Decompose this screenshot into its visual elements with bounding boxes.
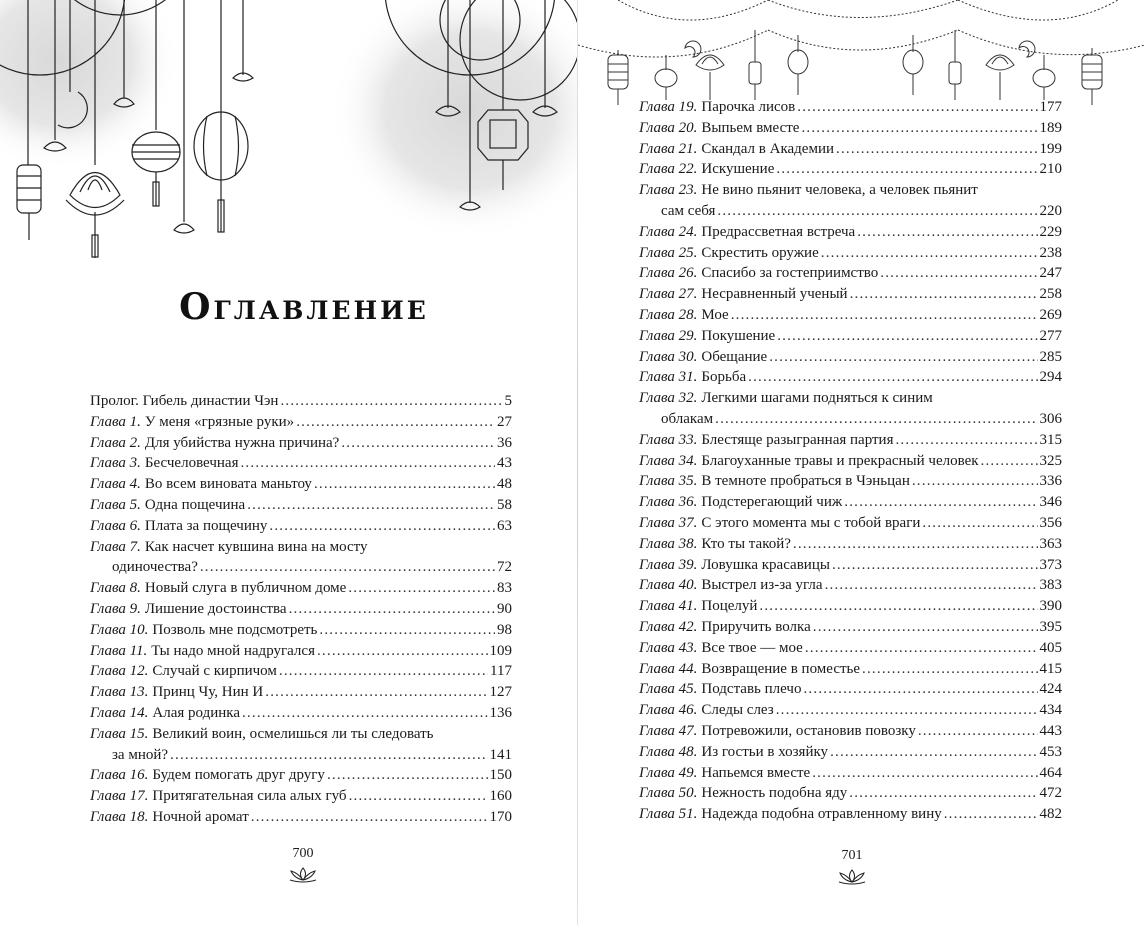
chapter-title: Ночной аромат: [152, 808, 249, 825]
chapter-title: Ловушка красавицы: [701, 556, 830, 573]
chapter-title: Предрассветная встреча: [701, 223, 856, 240]
dot-leader: [944, 804, 1038, 825]
toc-entry: [90, 641, 512, 662]
cylinder-lantern: [1082, 55, 1102, 105]
chapter-page-number: 170: [489, 808, 512, 825]
toc-entry: [639, 347, 1062, 368]
chapter-title: С этого момента мы с тобой враги: [701, 514, 921, 531]
dot-leader: [200, 557, 495, 578]
chapter-title: Нежность подобна яду: [701, 785, 848, 802]
chapter-label: Глава 51.: [639, 806, 698, 823]
chapter-page-number: 325: [1039, 452, 1062, 469]
chapter-title-continued: за мной?: [112, 746, 169, 763]
chapter-label: Глава 6.: [90, 517, 141, 534]
chapter-title: Выпьем вместе: [701, 119, 800, 136]
dot-leader: [349, 786, 488, 807]
chapter-label: Глава 50.: [639, 785, 698, 802]
dot-leader: [717, 201, 1037, 222]
chapter-page-number: 36: [497, 434, 512, 451]
toc-entry: [639, 305, 1062, 326]
dot-leader: [319, 620, 495, 641]
chapter-label: Глава 35.: [639, 473, 698, 490]
chapter-page-number: 395: [1039, 618, 1062, 635]
lotus-lantern: [696, 55, 724, 100]
chapter-page-number: 415: [1039, 660, 1062, 677]
toc-entry: [639, 222, 1062, 243]
chapter-label: Глава 5.: [90, 496, 141, 513]
dot-leader: [314, 474, 495, 495]
chapter-page-number: 5: [504, 393, 512, 409]
chapter-page-number: 58: [497, 496, 512, 513]
toc-entry: [639, 596, 1062, 617]
dot-leader: [912, 471, 1038, 492]
chapter-title: Ты надо мной надругался: [151, 642, 315, 659]
dot-leader: [777, 326, 1037, 347]
chapter-title: Блестяще разыгранная партия: [701, 431, 894, 448]
toc-entry: [90, 537, 512, 579]
dot-leader: [857, 222, 1037, 243]
dot-leader: [981, 451, 1038, 472]
chapter-label: Глава 17.: [90, 788, 149, 805]
chapter-label: Глава 3.: [90, 455, 141, 472]
chapter-label: Глава 29.: [639, 327, 698, 344]
round-lantern: [655, 69, 677, 100]
toc-entry: [639, 243, 1062, 264]
round-lantern: [132, 132, 180, 206]
chapter-label: Глава 42.: [639, 618, 698, 635]
toc-entry: [639, 263, 1062, 284]
dot-leader: [805, 638, 1038, 659]
chapter-title: Лишение достоинства: [144, 600, 287, 617]
chapter-label: Глава 16.: [90, 767, 149, 784]
dot-leader: [327, 765, 488, 786]
chapter-label: Глава 45.: [639, 681, 698, 698]
toc-entry: [90, 453, 512, 474]
toc-entry: [639, 367, 1062, 388]
dot-leader: [296, 412, 495, 433]
table-of-contents-left: [90, 391, 512, 828]
round-lantern: [1033, 69, 1055, 100]
page-title: Оглавление: [179, 286, 429, 328]
round-lantern: [788, 50, 808, 95]
chapter-page-number: 199: [1039, 140, 1062, 157]
toc-entry: [90, 516, 512, 537]
chapter-label: Глава 48.: [639, 743, 698, 760]
chapter-title: У меня «грязные руки»: [144, 413, 295, 430]
toc-entry: [639, 783, 1062, 804]
chapter-title: Для убийства нужна причина?: [144, 434, 340, 451]
chapter-label: Глава 15.: [90, 725, 149, 742]
chapter-label: Глава 41.: [639, 598, 698, 615]
chapter-title: Одна пощечина: [144, 496, 246, 513]
chapter-title: Скандал в Академии: [701, 140, 835, 157]
dot-leader: [801, 118, 1037, 139]
dot-leader: [776, 159, 1037, 180]
dot-leader: [247, 495, 495, 516]
chapter-label: Глава 37.: [639, 514, 698, 531]
chapter-label: Глава 44.: [639, 660, 698, 677]
toc-entry: [639, 118, 1062, 139]
chapter-title: Следы слез: [701, 702, 774, 719]
chapter-title: Великий воин, осмелишься ли ты следовать: [152, 725, 434, 742]
chapter-label: Глава 25.: [639, 244, 698, 261]
chapter-title: Подставь плечо: [701, 681, 802, 698]
chapter-label: Глава 4.: [90, 476, 141, 493]
chapter-label: Глава 46.: [639, 702, 698, 719]
toc-entry: [639, 284, 1062, 305]
chapter-title: Парочка лисов: [701, 99, 796, 115]
chapter-label: Глава 11.: [90, 642, 148, 659]
dot-leader: [731, 305, 1038, 326]
toc-entry: [90, 661, 512, 682]
chapter-page-number: 247: [1039, 265, 1062, 282]
chapter-title: Новый слуга в публичном доме: [144, 580, 347, 597]
chapter-page-number: 43: [497, 455, 512, 472]
toc-entry: [639, 388, 1062, 430]
chapter-page-number: 238: [1039, 244, 1062, 261]
toc-entry: [639, 617, 1062, 638]
chapter-page-number: 27: [497, 413, 512, 430]
chapter-title: Искушение: [701, 161, 775, 178]
chapter-page-number: 453: [1039, 743, 1062, 760]
toc-entry: [639, 97, 1062, 118]
toc-entry: [639, 575, 1062, 596]
chapter-title: В темноте пробраться в Чэньцан: [701, 473, 910, 490]
chapter-title: Напьемся вместе: [701, 764, 811, 781]
chapter-page-number: 72: [497, 559, 512, 576]
chapter-title: Притягательная сила алых губ: [152, 788, 347, 805]
chapter-page-number: 258: [1039, 286, 1062, 303]
large-lantern: [194, 112, 248, 232]
cylinder-lantern: [17, 165, 41, 240]
chapter-label: Глава 33.: [639, 431, 698, 448]
toc-entry: [90, 474, 512, 495]
dot-leader: [850, 284, 1038, 305]
chapter-title-continued: одиночества?: [112, 559, 198, 576]
chapter-title: Будем помогать друг другу: [152, 767, 325, 784]
chapter-label: Глава 32.: [639, 390, 698, 407]
chapter-title: Не вино пьянит человека, а человек пьянит: [701, 182, 978, 199]
chapter-title: Случай с кирпичом: [152, 663, 277, 680]
chapter-label: Глава 24.: [639, 223, 698, 240]
chapter-label: Глава 34.: [639, 452, 698, 469]
chapter-page-number: 285: [1039, 348, 1062, 365]
dot-leader: [918, 721, 1038, 742]
chapter-label: Глава 18.: [90, 808, 149, 825]
dot-leader: [715, 409, 1037, 430]
toc-entry: [90, 433, 512, 454]
chapter-label: Глава 23.: [639, 182, 698, 199]
chapter-label: Глава 8.: [90, 580, 141, 597]
chapter-title: Потревожили, остановив повозку: [701, 722, 916, 739]
chapter-title: Алая родинка: [152, 704, 240, 721]
page-number-right: [822, 848, 882, 891]
chapter-page-number: 363: [1039, 535, 1062, 552]
chapter-page-number: 150: [489, 767, 512, 784]
dot-leader: [821, 243, 1038, 264]
lotus-lantern: [986, 55, 1014, 100]
chapter-page-number: 63: [497, 517, 512, 534]
toc-entry: [639, 451, 1062, 472]
round-lantern: [903, 50, 923, 95]
chapter-title: Позволь мне подсмотреть: [152, 621, 318, 638]
dot-leader: [880, 263, 1037, 284]
dot-leader: [832, 555, 1038, 576]
chapter-page-number: 48: [497, 476, 512, 493]
chapter-title-continued: облакам: [661, 410, 714, 427]
chapter-label: Глава 30.: [639, 348, 698, 365]
chapter-label: Глава 28.: [639, 306, 698, 323]
dot-leader: [849, 783, 1037, 804]
chapter-label: Глава 49.: [639, 764, 698, 781]
toc-entry: [90, 765, 512, 786]
page-number-left: [273, 846, 333, 889]
chapter-page-number: 90: [497, 600, 512, 617]
chapter-page-number: 390: [1039, 598, 1062, 615]
toc-entry: [639, 721, 1062, 742]
toc-entry: [639, 555, 1062, 576]
dot-leader: [341, 433, 495, 454]
chapter-label: Глава 26.: [639, 265, 698, 282]
chapter-page-number: 472: [1039, 785, 1062, 802]
page-number-text: 700: [292, 846, 314, 861]
dot-leader: [895, 430, 1037, 451]
toc-entry: [639, 139, 1062, 160]
chapter-page-number: 220: [1039, 202, 1062, 219]
toc-entry: [639, 326, 1062, 347]
toc-entry: [90, 807, 512, 828]
chapter-page-number: 346: [1039, 494, 1062, 511]
chapter-page-number: 443: [1039, 722, 1062, 739]
dot-leader: [240, 453, 495, 474]
chapter-label: Глава 47.: [639, 722, 698, 739]
chapter-page-number: 141: [489, 746, 512, 763]
chapter-title: Принц Чу, Нин И: [152, 684, 264, 701]
chapter-page-number: 434: [1039, 702, 1062, 719]
chapter-label: Глава 31.: [639, 369, 698, 386]
cylinder-lantern: [608, 55, 628, 105]
toc-entry: [639, 679, 1062, 700]
chapter-title: Скрестить оружие: [701, 244, 819, 261]
dot-leader: [836, 139, 1037, 160]
chapter-title: Надежда подобна отравленному вину: [701, 806, 942, 823]
chapter-label: Глава 13.: [90, 684, 149, 701]
page-number-text: 701: [841, 848, 863, 863]
dot-leader: [844, 492, 1037, 513]
chapter-page-number: 109: [489, 642, 512, 659]
table-of-contents-right: [639, 97, 1062, 825]
chapter-page-number: 482: [1039, 806, 1062, 823]
lotus-ornament-icon: [288, 866, 318, 884]
chapter-label: Глава 10.: [90, 621, 149, 638]
chapter-page-number: 136: [489, 704, 512, 721]
toc-entry: [639, 513, 1062, 534]
chapter-label: Глава 19.: [639, 99, 698, 115]
toc-entry: [639, 742, 1062, 763]
dot-leader: [825, 575, 1038, 596]
chapter-page-number: 336: [1039, 473, 1062, 490]
toc-entry: [639, 471, 1062, 492]
chapter-label: Глава 2.: [90, 434, 141, 451]
dot-leader: [289, 599, 495, 620]
chapter-page-number: 373: [1039, 556, 1062, 573]
dot-leader: [242, 703, 488, 724]
chapter-title: Кто ты такой?: [701, 535, 791, 552]
chapter-label: Глава 40.: [639, 577, 698, 594]
chapter-label: Глава 36.: [639, 494, 698, 511]
chapter-label: Глава 1.: [90, 413, 141, 430]
dot-leader: [793, 534, 1038, 555]
lotus-lantern: [66, 173, 124, 259]
chapter-page-number: 464: [1039, 764, 1062, 781]
dot-leader: [797, 97, 1037, 118]
dot-leader: [830, 742, 1037, 763]
chapter-page-number: 383: [1039, 577, 1062, 594]
dot-leader: [759, 596, 1037, 617]
chapter-title-continued: сам себя: [661, 202, 716, 219]
chapter-title: Как насчет кувшина вина на мосту: [144, 538, 368, 555]
chapter-page-number: 269: [1039, 306, 1062, 323]
toc-entry: [639, 534, 1062, 555]
chapter-label: Глава 7.: [90, 538, 141, 555]
chapter-title: Мое: [701, 306, 729, 323]
dot-leader: [776, 700, 1038, 721]
chapter-page-number: 294: [1039, 369, 1062, 386]
chapter-page-number: 229: [1039, 223, 1062, 240]
chapter-title: Во всем виновата маньтоу: [144, 476, 312, 493]
crescent-moon: [1019, 41, 1035, 57]
dot-leader: [803, 679, 1037, 700]
chapter-title: Обещание: [701, 348, 768, 365]
chapter-title: Из гостьи в хозяйку: [701, 743, 829, 760]
chapter-page-number: 83: [497, 580, 512, 597]
dot-leader: [922, 513, 1037, 534]
toc-entry: [639, 430, 1062, 451]
toc-entry: [639, 763, 1062, 784]
chapter-title: Плата за пощечину: [144, 517, 268, 534]
chapter-title: Возвращение в поместье: [701, 660, 861, 677]
toc-entry: [639, 700, 1062, 721]
chapter-page-number: 189: [1039, 119, 1062, 136]
chapter-title: Покушение: [701, 327, 776, 344]
toc-entry: [90, 495, 512, 516]
toc-entry: [90, 724, 512, 766]
dot-leader: [265, 682, 487, 703]
chapter-page-number: 177: [1039, 99, 1062, 115]
dot-leader: [748, 367, 1037, 388]
dot-leader: [812, 763, 1037, 784]
chapter-title: Приручить волка: [701, 618, 811, 635]
chapter-label: Глава 20.: [639, 119, 698, 136]
chapter-page-number: 405: [1039, 639, 1062, 656]
dot-leader: [279, 661, 488, 682]
lotus-ornament-icon: [837, 868, 867, 886]
chapter-page-number: 306: [1039, 410, 1062, 427]
chapter-title: Бесчеловечная: [144, 455, 239, 472]
chapter-title: Все твое — мое: [701, 639, 803, 656]
chapter-title: Несравненный ученый: [701, 286, 848, 303]
toc-entry: [639, 492, 1062, 513]
chapter-page-number: 160: [489, 788, 512, 805]
dot-leader: [317, 641, 488, 662]
toc-entry: [90, 703, 512, 724]
chapter-label: Глава 9.: [90, 600, 141, 617]
chapter-page-number: 117: [490, 663, 512, 680]
chapter-title: Легкими шагами подняться к синим: [701, 390, 933, 407]
chapter-page-number: 98: [497, 621, 512, 638]
chapter-page-number: 424: [1039, 681, 1062, 698]
cylinder-lantern: [749, 62, 761, 100]
chapter-label: Глава 22.: [639, 161, 698, 178]
chapter-title: Благоуханные травы и прекрасный человек: [701, 452, 979, 469]
chapter-label: Глава 27.: [639, 286, 698, 303]
chapter-label: Глава 38.: [639, 535, 698, 552]
chapter-page-number: 277: [1039, 327, 1062, 344]
cylinder-lantern: [949, 62, 961, 100]
dot-leader: [348, 578, 495, 599]
chapter-title: Поцелуй: [701, 598, 758, 615]
toc-entry: [90, 578, 512, 599]
chapter-title: Подстерегающий чиж: [701, 494, 843, 511]
chapter-page-number: 210: [1039, 161, 1062, 178]
dot-leader: [251, 807, 488, 828]
toc-entry: [90, 412, 512, 433]
chapter-label: Глава 12.: [90, 663, 149, 680]
dot-leader: [269, 516, 495, 537]
chapter-page-number: 315: [1039, 431, 1062, 448]
toc-entry: [639, 638, 1062, 659]
toc-entry: [639, 180, 1062, 222]
chapter-title: Выстрел из-за угла: [701, 577, 823, 594]
chapter-page-number: 127: [489, 684, 512, 701]
chapter-title: Борьба: [701, 369, 747, 386]
chapter-label: Глава 43.: [639, 639, 698, 656]
dot-leader: [813, 617, 1038, 638]
toc-entry: [90, 620, 512, 641]
right-page: [578, 0, 1145, 925]
dot-leader: [769, 347, 1037, 368]
chapter-page-number: 356: [1039, 514, 1062, 531]
toc-entry: [90, 391, 512, 412]
small-lotus: [174, 224, 194, 233]
chapter-label: Глава 21.: [639, 140, 698, 157]
toc-entry: [639, 659, 1062, 680]
toc-entry: [90, 599, 512, 620]
dot-leader: [280, 391, 502, 412]
chapter-title: Пролог. Гибель династии Чэн: [90, 393, 279, 409]
dot-leader: [170, 745, 487, 766]
toc-entry: [90, 682, 512, 703]
chapter-label: Глава 39.: [639, 556, 698, 573]
toc-entry: [639, 159, 1062, 180]
chapter-label: Глава 14.: [90, 704, 149, 721]
hanging-lanterns-illustration-left: [0, 0, 578, 270]
dot-leader: [862, 659, 1037, 680]
chapter-title: Спасибо за гостеприимство: [701, 265, 879, 282]
toc-entry: [90, 786, 512, 807]
toc-entry: [639, 804, 1062, 825]
